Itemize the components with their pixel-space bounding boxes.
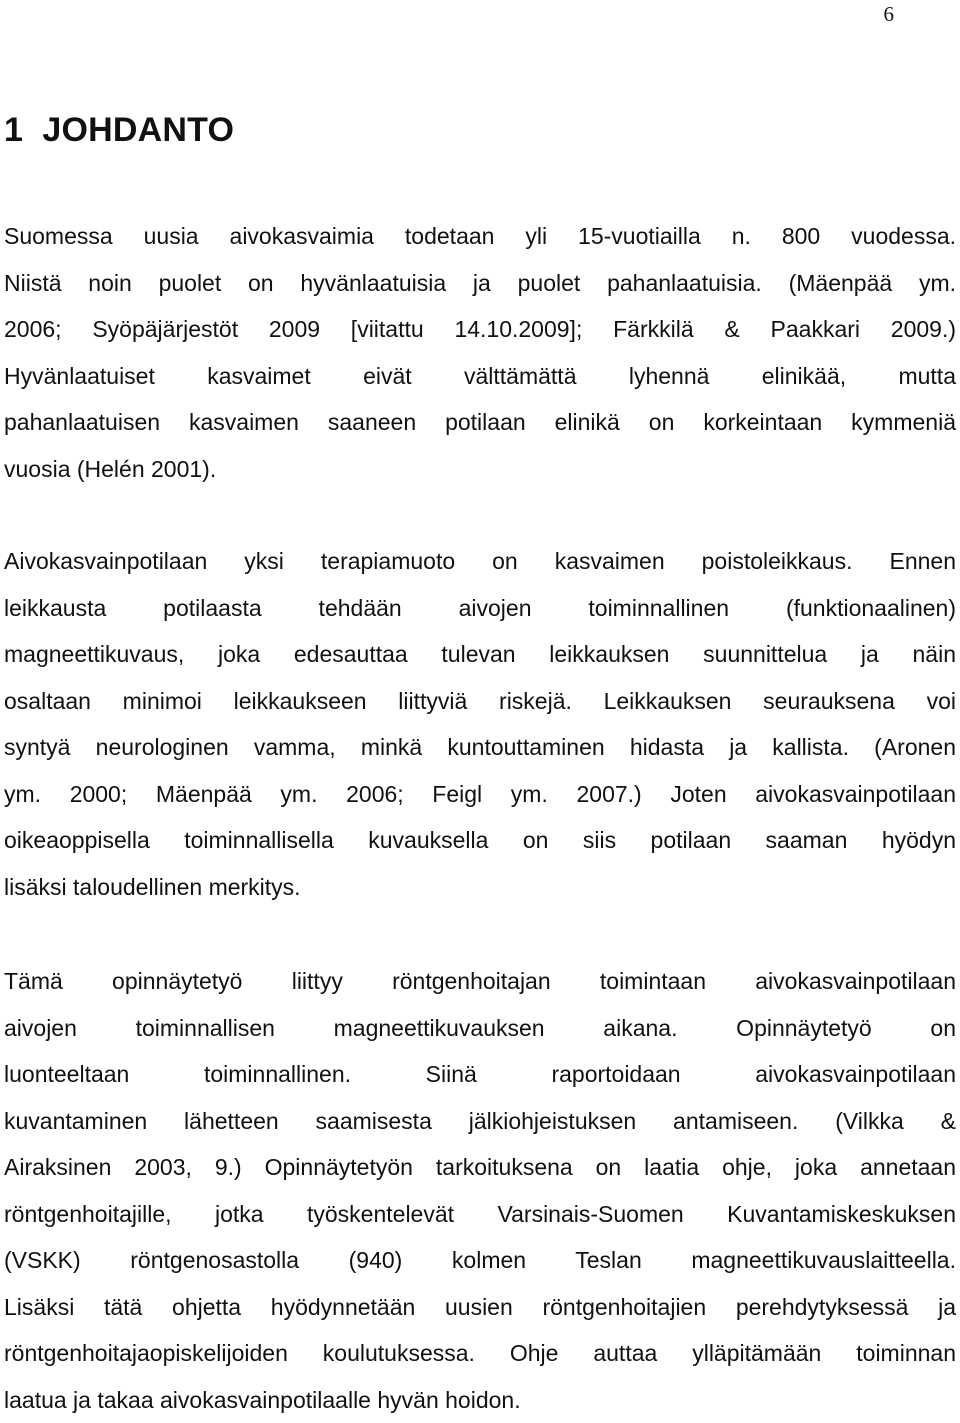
paragraph-line: aivojen toiminnallisen magneettikuvauksen aikana. Opinnäytetyö on — [4, 1005, 956, 1052]
chapter-title: JOHDANTO — [42, 111, 234, 149]
paragraph-line: Tämä opinnäytetyö liittyy röntgenhoitajan toimintaan aivokasvainpotilaan — [4, 958, 956, 1005]
paragraph-line: magneettikuvaus, joka edesauttaa tulevan leikkauksen suunnittelua ja näin — [4, 631, 956, 678]
paragraph-2 — [4, 538, 956, 910]
paragraph-line: lisäksi taloudellinen merkitys. — [4, 864, 956, 911]
paragraph-line: Lisäksi tätä ohjetta hyödynnetään uusien röntgenhoitajien perehdytyksessä ja — [4, 1284, 956, 1331]
paragraph-line: röntgenhoitajaopiskelijoiden koulutuksessa. Ohje auttaa ylläpitämään toiminnan — [4, 1330, 956, 1377]
paragraph-line: luonteeltaan toiminnallinen. Siinä raportoidaan aivokasvainpotilaan — [4, 1051, 956, 1098]
paragraph-line: 2006; Syöpäjärjestöt 2009 [viitattu 14.10.2009]; Färkkilä & Paakkari 2009.) — [4, 306, 956, 353]
paragraph-line: syntyä neurologinen vamma, minkä kuntouttaminen hidasta ja kallista. (Aronen — [4, 724, 956, 771]
chapter-heading — [4, 108, 234, 152]
page-number: 6 — [884, 2, 895, 26]
paragraph-line: pahanlaatuisen kasvaimen saaneen potilaan elinikä on korkeintaan kymmeniä — [4, 399, 956, 446]
paragraph-line: Hyvänlaatuiset kasvaimet eivät välttämättä lyhennä elinikää, mutta — [4, 353, 956, 400]
paragraph-line: osaltaan minimoi leikkaukseen liittyviä riskejä. Leikkauksen seurauksena voi — [4, 678, 956, 725]
paragraph-line: laatua ja takaa aivokasvainpotilaalle hyvän hoidon. — [4, 1377, 956, 1423]
paragraph-line: kuvantaminen lähetteen saamisesta jälkiohjeistuksen antamiseen. (Vilkka & — [4, 1098, 956, 1145]
paragraph-line: (VSKK) röntgenosastolla (940) kolmen Teslan magneettikuvauslaitteella. — [4, 1237, 956, 1284]
paragraph-line: Airaksinen 2003, 9.) Opinnäytetyön tarkoituksena on laatia ohje, joka annetaan — [4, 1144, 956, 1191]
paragraph-line: Niistä noin puolet on hyvänlaatuisia ja puolet pahanlaatuisia. (Mäenpää ym. — [4, 260, 956, 307]
paragraph-line: oikeaoppisella toiminnallisella kuvauksella on siis potilaan saaman hyödyn — [4, 817, 956, 864]
paragraph-3 — [4, 958, 956, 1423]
paragraph-line: vuosia (Helén 2001). — [4, 446, 956, 493]
paragraph-line: leikkausta potilaasta tehdään aivojen toiminnallinen (funktionaalinen) — [4, 585, 956, 632]
paragraph-line: röntgenhoitajille, jotka työskentelevät Varsinais-Suomen Kuvantamiskeskuksen — [4, 1191, 956, 1238]
paragraph-line: Aivokasvainpotilaan yksi terapiamuoto on kasvaimen poistoleikkaus. Ennen — [4, 538, 956, 585]
paragraph-line: ym. 2000; Mäenpää ym. 2006; Feigl ym. 2007.) Joten aivokasvainpotilaan — [4, 771, 956, 818]
paragraph-1 — [4, 213, 956, 492]
paragraph-line: Suomessa uusia aivokasvaimia todetaan yli 15-vuotiailla n. 800 vuodessa. — [4, 213, 956, 260]
chapter-number: 1 — [4, 111, 23, 149]
